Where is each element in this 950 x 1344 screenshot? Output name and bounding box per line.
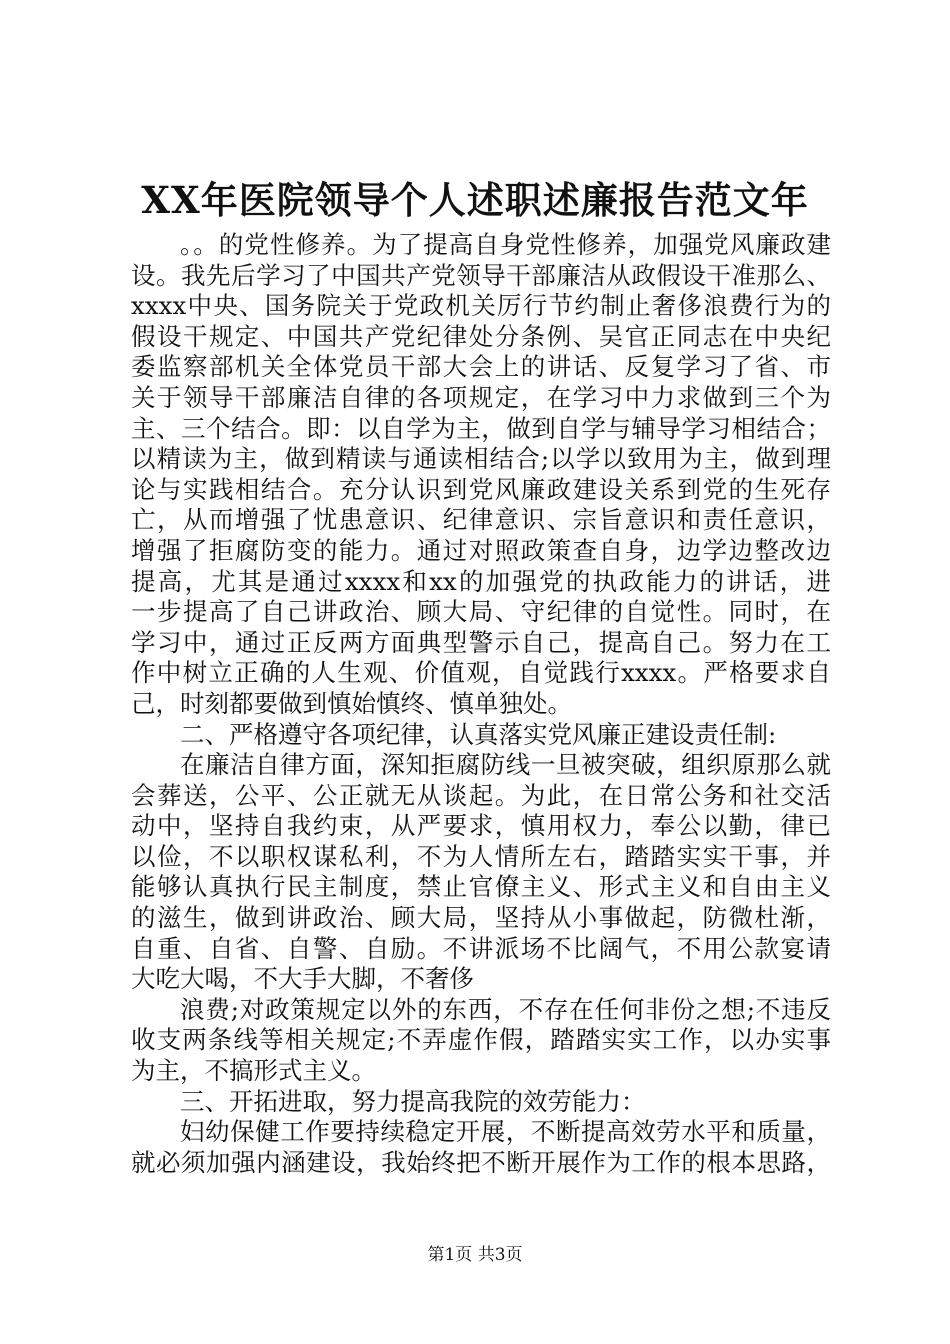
body-line: 主、三个结合。即：以自学为主，做到自学与辅导学习相结合； bbox=[131, 413, 831, 443]
body-line: 作中树立正确的人生观、价值观，自觉践行xxxx。严格要求自 bbox=[131, 658, 831, 688]
body-line: 在廉洁自律方面，深知拒腐防线一旦被突破，组织原那么就 bbox=[180, 750, 831, 780]
body-line: 提高，尤其是通过xxxx和xx的加强党的执政能力的讲话，进 bbox=[131, 566, 831, 596]
body-line: 增强了拒腐防变的能力。通过对照政策查自身，边学边整改边 bbox=[131, 535, 831, 565]
body-line: 自重、自省、自警、自励。不讲派场不比阔气，不用公款宴请 bbox=[131, 933, 831, 963]
body-line: 就必须加强内涵建设，我始终把不断开展作为工作的根本思路， bbox=[131, 1147, 831, 1177]
body-line: 妇幼保健工作要持续稳定开展，不断提高效劳水平和质量， bbox=[180, 1117, 831, 1147]
body-line: 以精读为主，做到精读与通读相结合;以学以致用为主，做到理 bbox=[131, 444, 831, 474]
body-line: 能够认真执行民主制度，禁止官僚主义、形式主义和自由主义 bbox=[131, 872, 831, 902]
body-line: 为主，不搞形式主义。 bbox=[131, 1056, 376, 1086]
body-line: 关于领导干部廉洁自律的各项规定，在学习中力求做到三个为 bbox=[131, 382, 831, 412]
body-line: 以俭，不以职权谋私利，不为人情所左右，踏踏实实干事，并 bbox=[131, 841, 831, 871]
body-line: 设。我先后学习了中国共产党领导干部廉洁从政假设干准那么、 bbox=[131, 260, 831, 290]
body-line: 己，时刻都要做到慎始慎终、慎单独处。 bbox=[131, 688, 572, 718]
body-line: 假设干规定、中国共产党纪律处分条例、吴官正同志在中央纪 bbox=[131, 321, 831, 351]
body-line: 大吃大喝，不大手大脚，不奢侈 bbox=[131, 964, 474, 994]
page-footer: 第1页 共3页 bbox=[427, 1245, 523, 1265]
body-line: 收支两条线等相关规定;不弄虚作假，踏踏实实工作，以办实事 bbox=[131, 1025, 831, 1055]
document-body bbox=[131, 230, 831, 1178]
body-line: 。。的党性修养。为了提高自身党性修养，加强党风廉政建 bbox=[180, 230, 831, 259]
body-line: 浪费;对政策规定以外的东西，不存在任何非份之想;不违反 bbox=[180, 994, 831, 1024]
body-line: 二、严格遵守各项纪律，认真落实党风廉正建设责任制: bbox=[180, 719, 777, 749]
body-line: 的滋生，做到讲政治、顾大局，坚持从小事做起，防微杜渐， bbox=[131, 903, 831, 933]
document-title: XX年医院领导个人述职述廉报告范文年 bbox=[141, 178, 809, 222]
body-line: 会葬送，公平、公正就无从谈起。为此，在日常公务和社交活 bbox=[131, 780, 831, 810]
body-line: 学习中，通过正反两方面典型警示自己，提高自己。努力在工 bbox=[131, 627, 831, 657]
body-line: 一步提高了自己讲政治、顾大局、守纪律的自觉性。同时，在 bbox=[131, 597, 831, 627]
body-line: xxxx中央、国务院关于党政机关厉行节约制止奢侈浪费行为的 bbox=[131, 291, 831, 321]
body-line: 委监察部机关全体党员干部大会上的讲话、反复学习了省、市 bbox=[131, 352, 831, 382]
body-line: 论与实践相结合。充分认识到党风廉政建设关系到党的生死存 bbox=[131, 474, 831, 504]
body-line: 亡，从而增强了忧患意识、纪律意识、宗旨意识和责任意识， bbox=[131, 505, 831, 535]
body-line: 动中，坚持自我约束，从严要求，慎用权力，奉公以勤，律已 bbox=[131, 811, 831, 841]
body-line: 三、开拓进取，努力提高我院的效劳能力： bbox=[180, 1086, 646, 1116]
